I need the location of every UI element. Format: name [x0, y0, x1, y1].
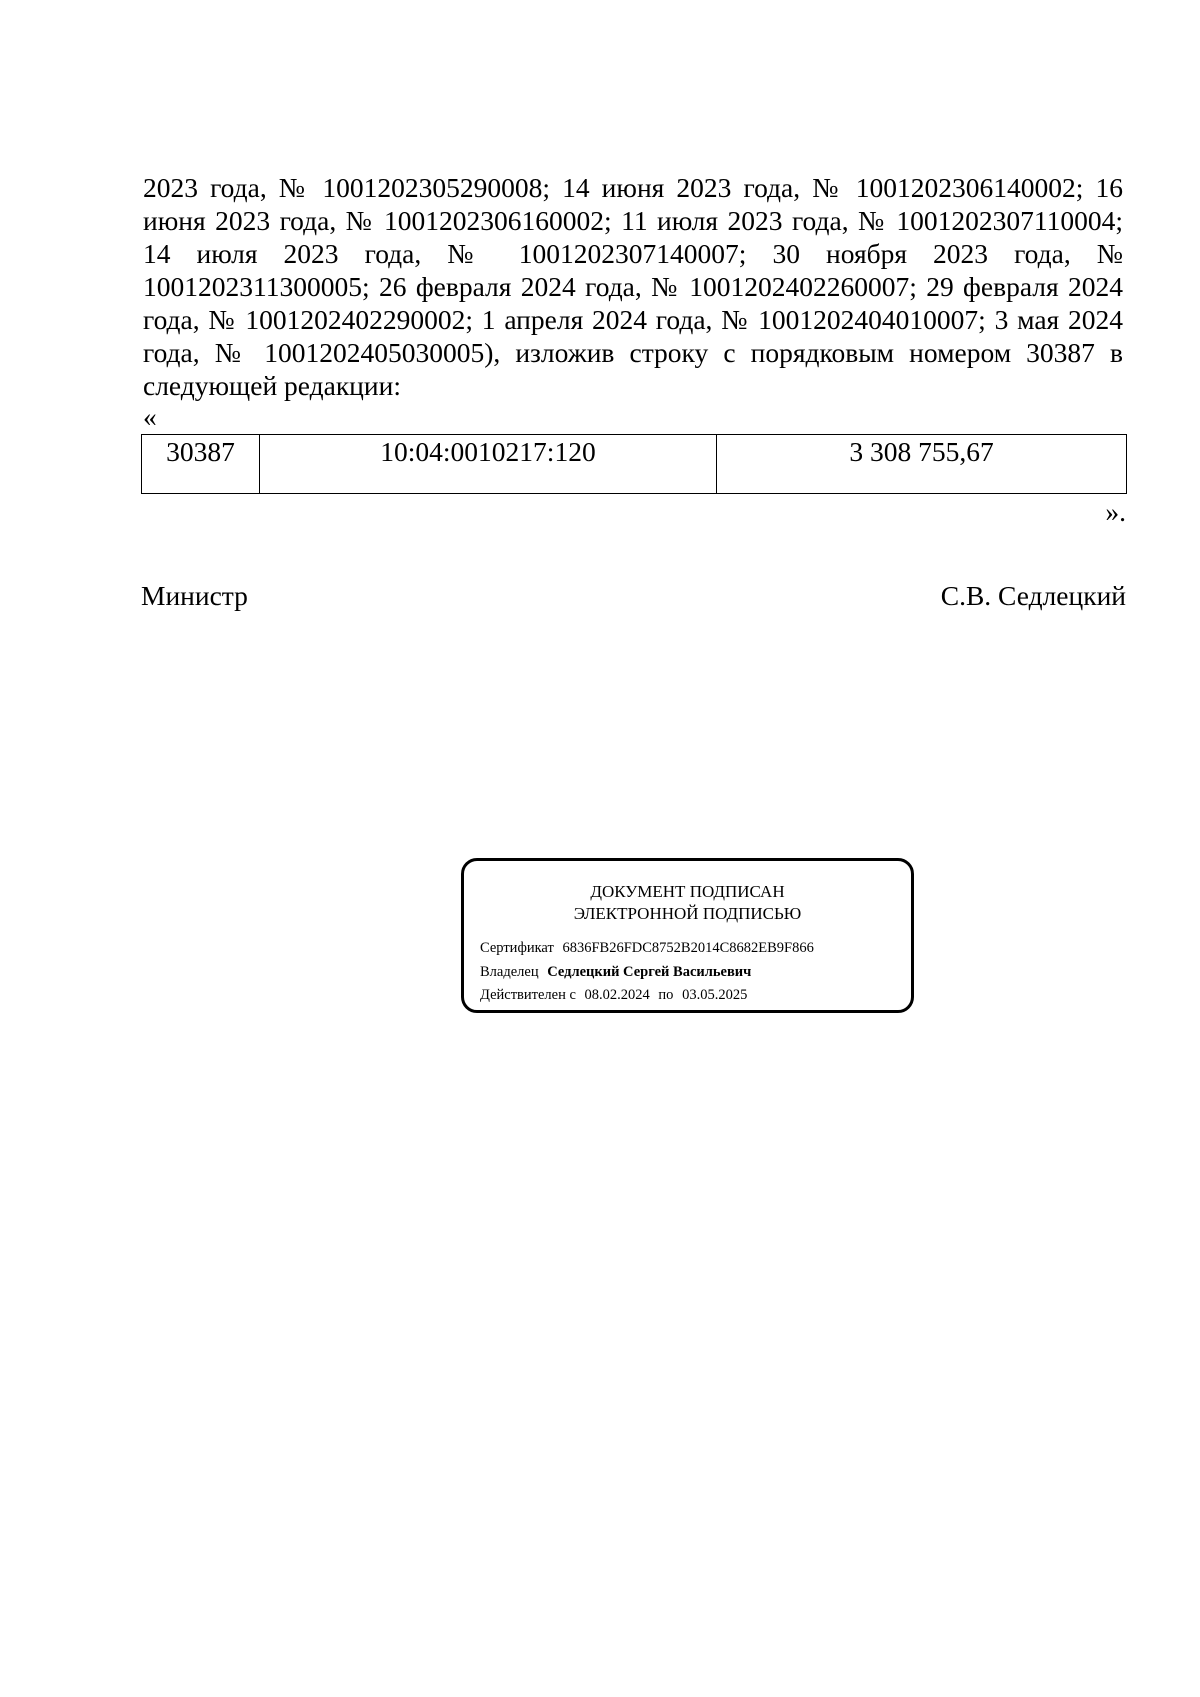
certificate-value: 6836FB26FDC8752B2014C8682EB9F866	[562, 940, 814, 956]
row-number-cell: 30387	[142, 435, 260, 494]
valid-label: Действителен с	[480, 987, 576, 1003]
cadastral-table	[141, 434, 1127, 494]
opening-quote: «	[143, 401, 157, 432]
stamp-heading-line-1: ДОКУМЕНТ ПОДПИСАН	[590, 882, 785, 901]
owner-value: Седлецкий Сергей Васильевич	[547, 964, 752, 980]
stamp-heading-line-2: ЭЛЕКТРОННОЙ ПОДПИСЬЮ	[573, 904, 802, 923]
cadastral-number-cell: 10:04:0010217:120	[260, 435, 717, 494]
stamp-certificate-line	[480, 938, 814, 958]
certificate-label: Сертификат	[480, 940, 554, 956]
owner-label: Владелец	[480, 964, 539, 980]
signatory-name: С.В. Седлецкий	[940, 580, 1126, 611]
valid-to: 03.05.2025	[682, 987, 748, 1003]
stamp-validity-line	[480, 985, 747, 1005]
table-row	[142, 435, 1127, 494]
valid-from: 08.02.2024	[584, 987, 650, 1003]
cadastral-value-cell: 3 308 755,67	[717, 435, 1127, 494]
body-paragraph: 2023 года, № 1001202305290008; 14 июня 2023 года, № 1001202306140002; 16 июня 2023 года, № 1001202306160002; 11 июля 2023 года, № 1001202307110004; 14 июля 2023 года, № 1001202307140007; 30 ноября 2023 года, № 1001202311300005; 26 февраля 2024 года, № 1001202402260007; 29 февраля 2024 года, № 1001202402290002; 1 апреля 2024 года, № 1001202404010007; 3 мая 2024 года, № 1001202405030005), изложив строку с порядковым номером 30387 в следующей редакции:	[143, 172, 1123, 401]
signatory-title: Министр	[141, 580, 248, 611]
closing-quote: ».	[1105, 496, 1126, 527]
valid-to-label: по	[658, 987, 674, 1003]
stamp-owner-line	[480, 962, 751, 982]
stamp-heading	[464, 881, 911, 925]
electronic-signature-stamp	[461, 858, 914, 1013]
